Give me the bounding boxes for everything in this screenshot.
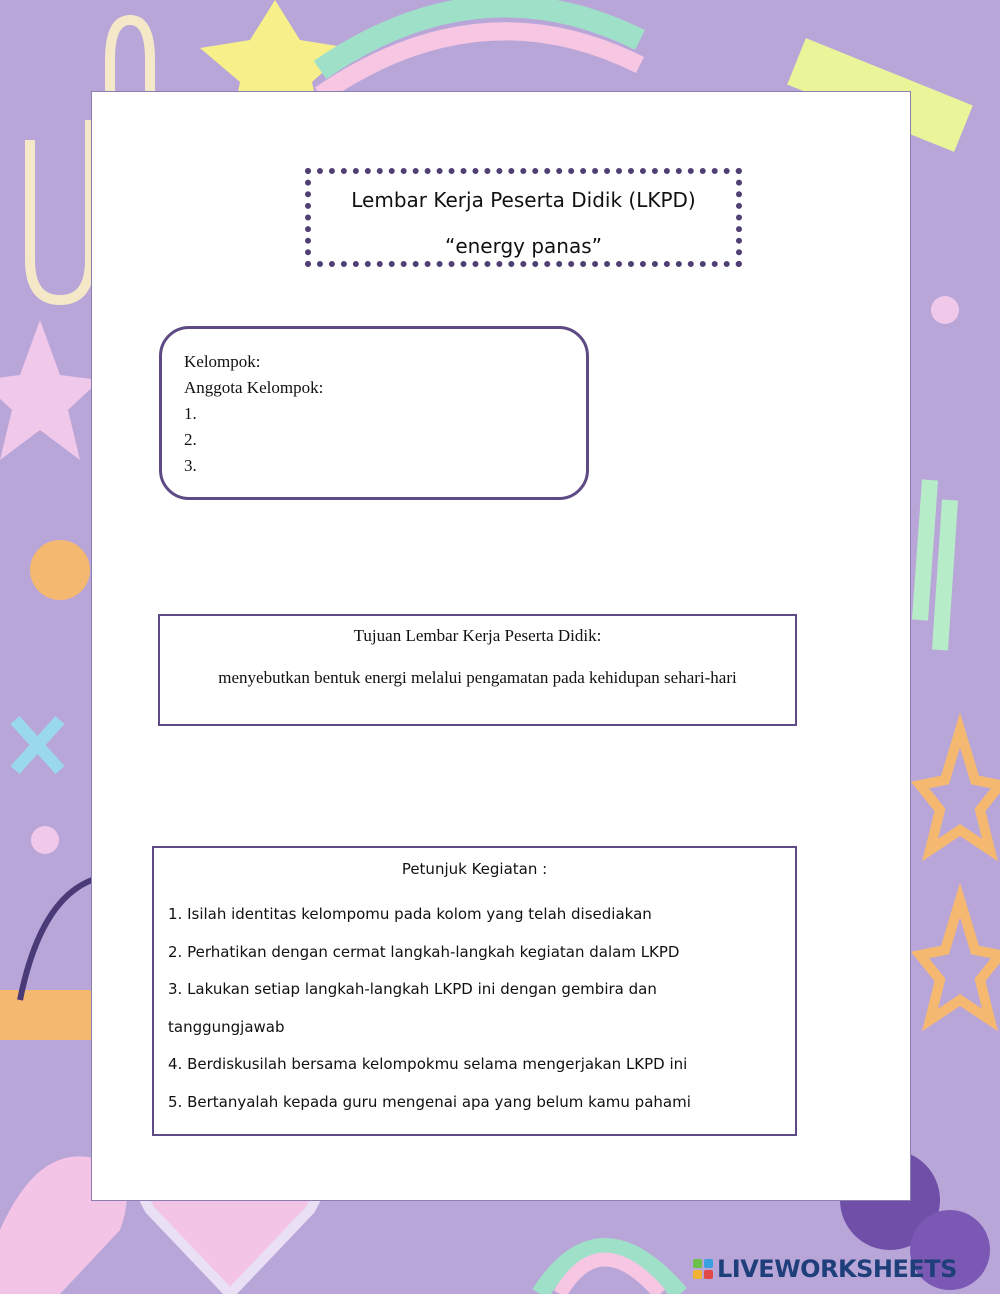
member-3: 3. bbox=[184, 456, 197, 475]
member-1: 1. bbox=[184, 404, 197, 423]
instruction-item: 3. Lakukan setiap langkah-langkah LKPD ini dengan gembira dan bbox=[168, 980, 657, 998]
instruction-item: 1. Isilah identitas kelompomu pada kolom yang telah disediakan bbox=[168, 905, 652, 923]
instruction-item: tanggungjawab bbox=[168, 1017, 285, 1036]
logo-square-yellow bbox=[693, 1270, 702, 1279]
anggota-label: Anggota Kelompok: bbox=[184, 378, 324, 397]
instruction-item: 5. Bertanyalah kepada guru mengenai apa yang belum kamu pahami bbox=[168, 1092, 691, 1111]
instructions-box bbox=[152, 846, 797, 1136]
logo-square-green bbox=[693, 1259, 702, 1268]
brand-name: LIVEWORKSHEETS bbox=[717, 1255, 957, 1283]
instruction-item: 4. Berdiskusilah bersama kelompokmu selama mengerjakan LKPD ini bbox=[168, 1055, 688, 1073]
page-title: Lembar Kerja Peserta Didik (LKPD) bbox=[351, 188, 696, 212]
liveworksheets-logo[interactable] bbox=[693, 1254, 957, 1284]
logo-square-red bbox=[704, 1270, 713, 1279]
instructions-title: Petunjuk Kegiatan : bbox=[401, 860, 548, 878]
page-subtitle: “energy panas” bbox=[444, 234, 603, 258]
instruction-item: 2. Perhatikan dengan cermat langkah-langkah kegiatan dalam LKPD bbox=[168, 942, 680, 961]
goal-title: Tujuan Lembar Kerja Peserta Didik: bbox=[353, 626, 602, 645]
goal-text: menyebutkan bentuk energi melalui pengamatan pada kehidupan sehari-hari bbox=[218, 668, 737, 687]
title-box bbox=[305, 168, 742, 267]
kelompok-label: Kelompok: bbox=[184, 352, 261, 371]
instructions-list bbox=[168, 896, 785, 1121]
flower-icon bbox=[30, 540, 90, 600]
liveworksheets-logo-icon bbox=[693, 1259, 713, 1279]
logo-square-blue bbox=[704, 1259, 713, 1268]
group-identity-box bbox=[159, 326, 589, 500]
member-2: 2. bbox=[184, 430, 197, 449]
goal-box bbox=[158, 614, 797, 726]
